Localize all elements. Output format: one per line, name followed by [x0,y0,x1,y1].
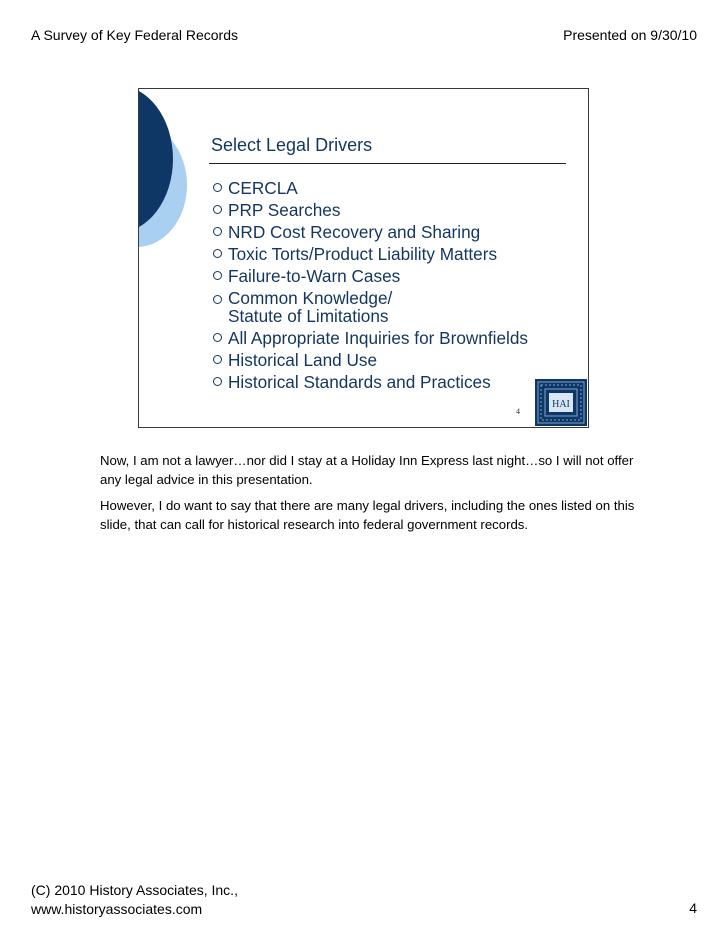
bullet-item: Historical Standards and Practices [213,371,528,393]
circle-bullet-icon [213,333,222,342]
notes-paragraph: However, I do want to say that there are many legal drivers, including the ones listed on this slide, that can call for historical research into federal government records. [100,498,635,532]
bullet-list [213,177,528,393]
slide-thumbnail [138,88,589,428]
bullet-item: CERCLA [213,177,528,199]
title-divider [209,163,566,164]
history-associates-logo [535,379,587,426]
bullet-item: All Appropriate Inquiries for Brownfields [213,327,528,349]
bullet-item: Failure-to-Warn Cases [213,265,528,287]
footer-website: www.historyassociates.com [31,901,203,917]
circle-bullet-icon [213,377,222,386]
speaker-notes [100,451,640,541]
circle-bullet-icon [213,295,222,304]
bullet-item: Toxic Torts/Product Liability Matters [213,243,528,265]
document-header-title: A Survey of Key Federal Records [31,27,238,43]
page-number: 4 [689,900,697,916]
circle-bullet-icon [213,355,222,364]
slide-title: Select Legal Drivers [211,135,373,155]
svg-text:HAI: HAI [552,399,570,410]
document-header-date: Presented on 9/30/10 [563,27,697,43]
circle-bullet-icon [213,249,222,258]
footer-copyright-line: (C) 2010 History Associates, Inc., [31,882,238,898]
circle-bullet-icon [213,271,222,280]
circle-bullet-icon [213,205,222,214]
circle-bullet-icon [213,183,222,192]
slide-number: 4 [516,407,520,416]
bullet-item: NRD Cost Recovery and Sharing [213,221,528,243]
bullet-item: Historical Land Use [213,349,528,371]
circle-bullet-icon [213,227,222,236]
footer-copyright [31,881,238,919]
bullet-item: Common Knowledge/ Statute of Limitations [213,289,528,325]
notes-paragraph: Now, I am not a lawyer…nor did I stay at a Holiday Inn Express last night…so I will not offer any legal advice in this presentation. [100,453,634,487]
bullet-item: PRP Searches [213,199,528,221]
slide-decoration [139,89,219,339]
